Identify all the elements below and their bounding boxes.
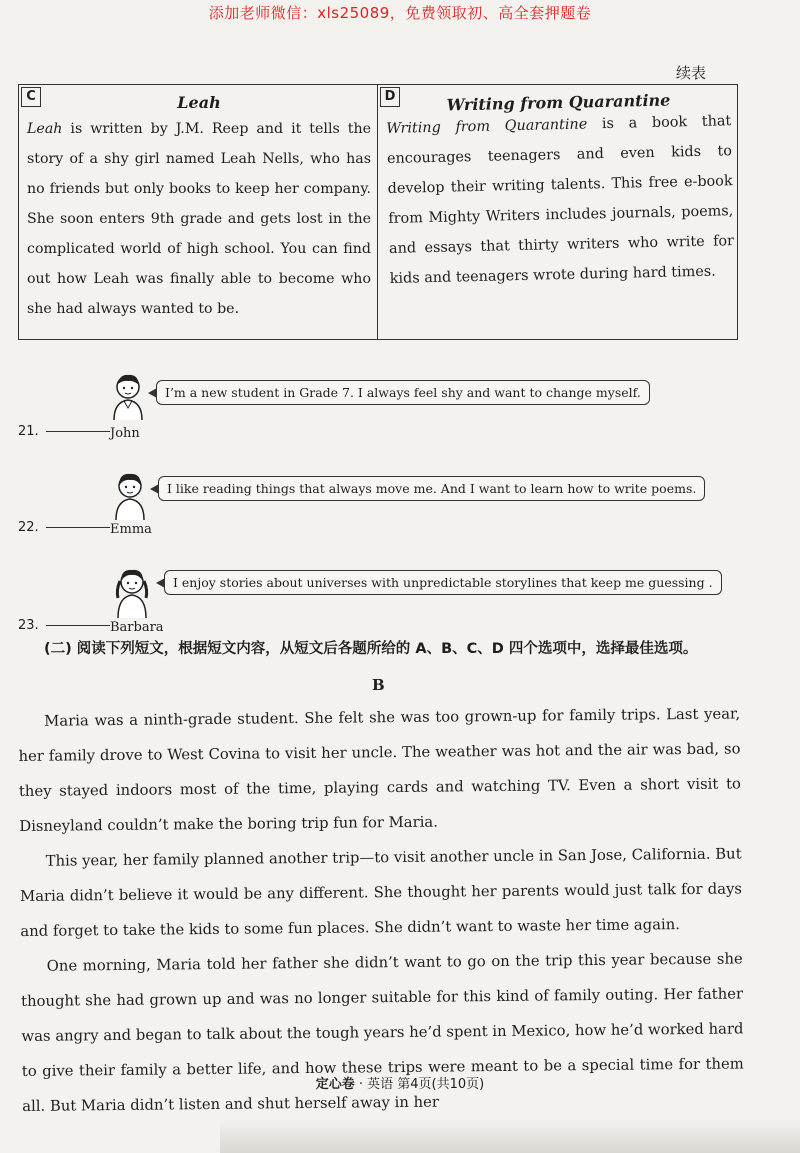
- question-number: 21.: [18, 424, 39, 439]
- page-edge-shadow: [220, 1118, 800, 1153]
- book-title: Writing from Quarantine: [386, 116, 588, 137]
- john-speech-bubble: I’m a new student in Grade 7. I always feel shy and want to change myself.: [156, 380, 650, 405]
- passage-paragraph: This year, her family planned another trip—to visit another uncle in San Jose, California. But Maria didn’t believe it would be any different. She thought her parents would just talk for days and forget to take the kids to some fun places. She didn’t want to waste her time again.: [19, 845, 743, 940]
- question-22: [18, 520, 152, 537]
- option-letter: D: [380, 87, 400, 107]
- option-body: [386, 106, 735, 294]
- section-instruction: (二) 阅读下列短文，根据短文内容，从短文后各题所给的 A、B、C、D 四个选项中，选择最佳选项。: [44, 641, 698, 657]
- reading-options-table: [18, 84, 738, 340]
- option-c-cell: [19, 85, 378, 339]
- option-letter: C: [21, 87, 41, 107]
- footer-brand: 定心卷: [315, 1077, 355, 1092]
- option-title: Leah: [177, 93, 221, 112]
- question-23: [18, 618, 164, 635]
- reading-passage: [18, 696, 744, 1124]
- speaker-name: Emma: [110, 522, 152, 537]
- option-d-cell: [378, 85, 737, 339]
- option-body: [27, 114, 371, 324]
- speaker-name: Barbara: [110, 620, 164, 635]
- girl-braids-avatar-icon: [110, 566, 154, 618]
- question-number: 22.: [18, 520, 39, 535]
- passage-paragraph: One morning, Maria told her father she didn’t want to go on the trip this year because she thought she had grown up and was no longer suitable for this kind of family outing. Her father was angry and began to talk about the tough years he’d spent in Mexico, how he’d worked hard to give their family a better life, and how these trips were meant to be a special time for them all. But Maria didn’t listen and shut herself away in her: [21, 950, 744, 1115]
- promo-banner: 添加老师微信：xls25089，免费领取初、高全套押题卷: [208, 4, 592, 22]
- option-text: is a book that encourages teenagers and even kids to develop their writing talents. This free e-book from Mighty Writers includes journals, poems, and essays that thirty writers who write for kids and teenagers wrote during hard times.: [386, 113, 735, 287]
- barbara-speech-bubble: I enjoy stories about universes with unpredictable storylines that keep me guessing .: [164, 570, 722, 595]
- girl-avatar-icon: [110, 470, 150, 520]
- answer-blank[interactable]: [46, 431, 110, 432]
- option-title: Writing from Quarantine: [446, 90, 671, 115]
- page-footer: [0, 1073, 800, 1092]
- continued-label: 续表: [676, 64, 707, 82]
- option-text: is written by J.M. Reep and it tells the story of a shy girl named Leah Nells, who has no friends but only books to keep her company. She soon enters 9th grade and gets lost in the complicated world of high school. You can find out how Leah was finally able to become who she had always wanted to be.: [27, 121, 371, 317]
- boy-avatar-icon: [108, 372, 148, 420]
- answer-blank[interactable]: [46, 625, 110, 626]
- answer-blank[interactable]: [46, 527, 110, 528]
- part-label: B: [372, 676, 385, 694]
- question-21: [18, 424, 140, 441]
- emma-speech-bubble: I like reading things that always move me. And I want to learn how to write poems.: [158, 476, 705, 501]
- question-number: 23.: [18, 618, 39, 633]
- passage-paragraph: Maria was a ninth-grade student. She felt she was too grown-up for family trips. Last year, her family drove to West Covina to visit her uncle. The weather was hot and the air was bad, so they stayed indoors most of the time, playing cards and watching TV. Even a short visit to Disneyland couldn’t make the boring trip fun for Maria.: [18, 705, 741, 835]
- footer-page-info: · 英语 第4页(共10页): [354, 1077, 485, 1092]
- speaker-name: John: [110, 426, 140, 441]
- book-title: Leah: [27, 121, 63, 137]
